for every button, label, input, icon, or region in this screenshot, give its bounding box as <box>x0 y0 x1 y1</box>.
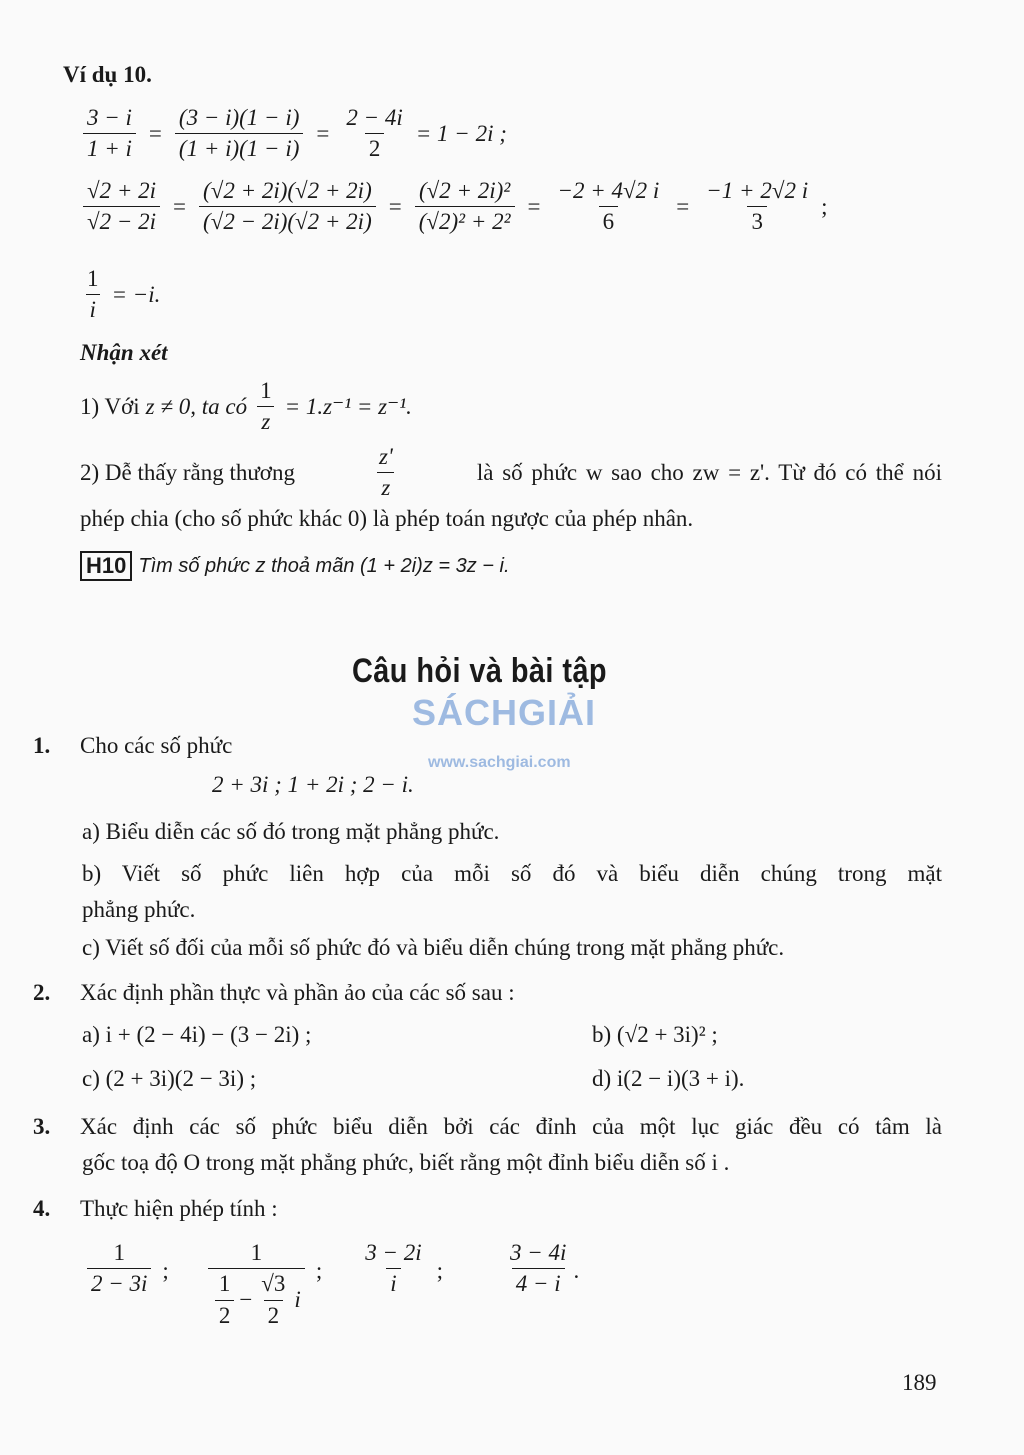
fraction <box>87 1240 151 1298</box>
question-1-numbers: 2 + 3i ; 1 + 2i ; 2 − i. <box>212 772 414 797</box>
section-title: Câu hỏi và bài tập <box>352 652 607 690</box>
h10-text: Tìm số phức z thoả mãn (1 + 2i)z = 3z − i. <box>138 554 510 577</box>
denominator: $\frac{1}{2}$ − $\frac{√3}{2}$ i <box>208 1268 305 1329</box>
denominator: √2 − 2i <box>83 206 160 235</box>
question-2-part-b: b) (√2 + 3i)² ; <box>592 1022 718 1047</box>
question-1-part-a: a) Biểu diễn các số đó trong mặt phẳng phức. <box>82 819 500 844</box>
denominator: 4 − i <box>512 1268 565 1297</box>
fraction <box>257 1271 289 1329</box>
numerator: 2 − 4i <box>346 105 403 130</box>
numerator: (√2 + 2i)(√2 + 2i) <box>203 178 372 203</box>
question-2-part-a: a) i + (2 − 4i) − (3 − 2i) ; <box>82 1022 312 1047</box>
numerator: 1 <box>87 266 99 291</box>
fraction <box>256 378 276 436</box>
fraction <box>199 178 376 236</box>
fraction <box>175 105 303 163</box>
denominator: (√2)² + 2² <box>415 206 515 235</box>
remark-text: là số phức w sao cho zw = z'. Từ đó có thể nói <box>476 459 942 485</box>
fraction <box>375 444 397 502</box>
question-2-number: 2. <box>33 980 51 1005</box>
numerator: 1 <box>218 1271 231 1297</box>
denominator: 6 <box>599 206 619 235</box>
denominator: z <box>257 406 274 435</box>
remark-title: Nhận xét <box>80 340 168 365</box>
denominator: i <box>86 294 100 323</box>
question-3-number: 3. <box>33 1114 51 1139</box>
fraction <box>553 178 663 236</box>
fraction <box>215 1271 235 1329</box>
question-1-number: 1. <box>33 733 51 758</box>
equation-3 <box>80 266 160 324</box>
question-1-text: Cho các số phức <box>80 733 233 758</box>
fraction <box>83 266 103 324</box>
remark-text: 2) Dễ thấy rằng thương <box>80 459 295 485</box>
fraction <box>702 178 812 236</box>
question-2-text: Xác định phần thực và phần ảo của các số sau : <box>80 980 515 1005</box>
numerator: 1 <box>250 1240 263 1265</box>
denominator: (√2 − 2i)(√2 + 2i) <box>199 206 376 235</box>
numerator: 3 − 4i <box>510 1240 567 1265</box>
question-2-part-c: c) (2 + 3i)(2 − 3i) ; <box>82 1066 257 1091</box>
remark-2-line-1 <box>80 444 942 502</box>
denominator: i <box>386 1268 400 1297</box>
remark-condition: z ≠ 0, ta có <box>145 393 248 419</box>
question-2-part-d: d) i(2 − i)(3 + i). <box>592 1066 745 1091</box>
numerator: (3 − i)(1 − i) <box>178 105 300 130</box>
equation-result: = 1 − 2i ; <box>415 120 507 146</box>
h10-label: H10 <box>80 551 132 581</box>
question-4-number: 4. <box>33 1196 51 1221</box>
numerator: 1 <box>260 378 272 403</box>
watermark-url: www.sachgiai.com <box>428 754 571 771</box>
remark-1 <box>80 378 412 436</box>
question-3-line-1: Xác định các số phức biểu diễn bởi các đỉnh của một lục giác đều có tâm là <box>80 1114 942 1139</box>
question-1-part-b-line-2: phẳng phức. <box>82 897 196 922</box>
remark-2-line-2: phép chia (cho số phức khác 0) là phép toán ngược của phép nhân. <box>80 506 694 531</box>
equation-result: = −i. <box>111 281 161 307</box>
numerator: z' <box>378 444 393 469</box>
denominator: 2 − 3i <box>87 1268 151 1297</box>
denominator: 2 <box>215 1300 235 1329</box>
denominator: z <box>377 472 394 501</box>
fraction <box>342 105 406 163</box>
question-1-part-c: c) Viết số đối của mỗi số phức đó và biểu diễn chúng trong mặt phẳng phức. <box>82 935 785 960</box>
numerator: √2 + 2i <box>87 178 157 203</box>
denominator: 3 <box>747 206 767 235</box>
numerator: 3 − i <box>87 105 132 130</box>
numerator: 1 <box>113 1240 125 1265</box>
question-3-line-2: gốc toạ độ O trong mặt phẳng phức, biết rằng một đỉnh biểu diễn số i . <box>82 1150 730 1175</box>
equation-2: $\frac{√2 + 2i}{√2 - 2i}$ = $\frac{(√2 + 2i)(√2 + 2i)}{(√2 - 2i)(√2 + 2i)}$ = $\frac{\text{(√2 + 2i)²}}{\text{(√2)² + 2²}}$ = $\frac{-2 + 4√2 i}{6}$ = $\frac{-1 + 2√2 i}{3}$ ; <box>80 178 827 236</box>
remark-result: = 1.z⁻¹ = z⁻¹. <box>284 393 412 419</box>
fraction <box>506 1240 570 1298</box>
numerator: −2 + 4√2 i <box>557 178 660 203</box>
question-4-text: Thực hiện phép tính : <box>80 1196 278 1221</box>
denominator: 2 <box>365 133 385 162</box>
h10-exercise <box>80 551 510 581</box>
page-number: 189 <box>902 1370 937 1395</box>
numerator: −1 + 2√2 i <box>706 178 809 203</box>
numerator: 3 − 2i <box>365 1240 422 1265</box>
fraction <box>208 1240 305 1329</box>
numerator: (√2 + 2i)² <box>418 178 511 203</box>
fraction <box>415 178 515 236</box>
numerator: √3 <box>261 1271 286 1297</box>
denominator: 2 <box>264 1300 284 1329</box>
fraction <box>361 1240 425 1298</box>
example-title: Ví dụ 10. <box>63 62 152 87</box>
fraction <box>83 178 160 236</box>
denominator: 1 + i <box>83 133 136 162</box>
remark-text: 1) Với <box>80 393 140 419</box>
watermark-logo: SÁCHGIẢI <box>412 692 597 733</box>
equation-1: $\frac{3 - i}{1 + i}$ = $\frac{(3 - i)(1 - i)}{(1 + i)(1 - i)}$ = $\frac{2 - 4i}{2}$ = 1 − 2i ; <box>80 105 507 163</box>
denominator: (1 + i)(1 − i) <box>175 133 303 162</box>
fraction <box>83 105 136 163</box>
question-1-part-b-line-1: b) Viết số phức liên hợp của mỗi số đó và biểu diễn chúng trong mặt <box>82 861 942 886</box>
question-4-expressions: $\frac{1}{2 - 3i}$ ; 1 $\frac{1}{2}$ − $\frac{√3}{2}$ i ; $\frac{3 - 2i}{i}$ ; $\frac{3 - 4i}{4 - i}$ . <box>84 1240 579 1329</box>
